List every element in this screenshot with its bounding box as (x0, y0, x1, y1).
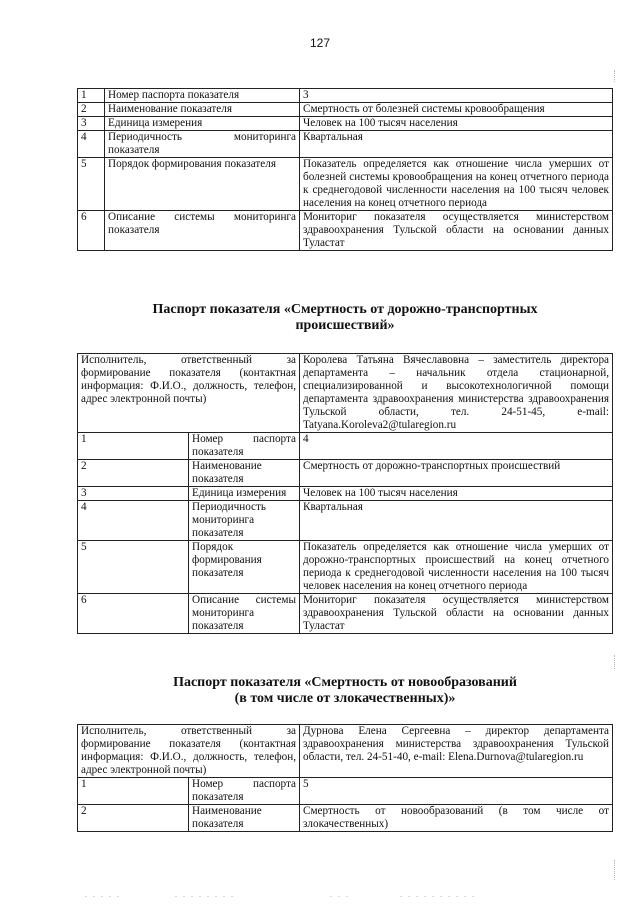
section-title-line: происшествий» (295, 318, 395, 333)
row-number: 4 (78, 131, 105, 158)
scan-artifact (614, 655, 615, 669)
row-value: Смертность от дорожно-транспортных происшествий (300, 460, 613, 487)
row-number: 4 (78, 501, 189, 541)
row-value: Показатель определяется как отношение числа умерших от болезней системы кровообращения на конец отчетного периода к среднегодовой численности населения на 100 тысяч человек населения на конец отчетного периода (300, 158, 613, 211)
scan-artifact: . . . . . (85, 890, 121, 899)
row-label: Наименование показателя (189, 805, 300, 832)
row-label: Периодичность мониторинга показателя (105, 131, 300, 158)
row-value: Мониториг показателя осуществляется министерством здравоохранения Тульской области на основании данных Туластат (300, 594, 613, 634)
row-label: Номер паспорта показателя (189, 778, 300, 805)
scan-artifact (614, 70, 615, 82)
section-title-line: (в том числе от злокачественных)» (234, 691, 456, 706)
row-label: Периодичность мониторинга показателя (189, 501, 300, 541)
section-title-neoplasms (77, 675, 613, 707)
table-row (78, 541, 613, 594)
scan-artifact: . . . (330, 890, 350, 899)
row-number: 6 (78, 211, 105, 251)
row-label: Описание системы мониторинга показателя (105, 211, 300, 251)
executor-label: Исполнитель, ответственный за формирование показателя (контактная информация: Ф.И.О., должность, телефон, адрес электронной почты) (78, 354, 300, 433)
row-number: 1 (78, 778, 189, 805)
row-label: Номер паспорта показателя (105, 89, 300, 103)
section-title-road-traffic (77, 302, 613, 334)
row-label: Наименование показателя (105, 103, 300, 117)
table-row (78, 433, 613, 460)
table-row (78, 805, 613, 832)
executor-row (78, 725, 613, 778)
row-value: Мониториг показателя осуществляется министерством здравоохранения Тульской области на основании данных Туластат (300, 211, 613, 251)
row-number: 1 (78, 433, 189, 460)
table-row (78, 131, 613, 158)
row-value: Показатель определяется как отношение числа умерших от дорожно-транспортных происшествий на конец отчетного периода к среднегодовой численности населения на 100 тысяч человек населения на конец отчетного периода (300, 541, 613, 594)
table-row (78, 778, 613, 805)
row-value: Смертность от болезней системы кровообращения (300, 103, 613, 117)
row-value: 3 (300, 89, 613, 103)
row-number: 2 (78, 460, 189, 487)
table-row (78, 117, 613, 131)
row-number: 6 (78, 594, 189, 634)
row-value: Смертность от новообразований (в том числе от злокачественных) (300, 805, 613, 832)
row-number: 3 (78, 487, 189, 501)
row-label: Единица измерения (105, 117, 300, 131)
row-label: Наименование показателя (189, 460, 300, 487)
table-row (78, 460, 613, 487)
passport-table-mortality-neoplasms (77, 724, 613, 832)
row-value: Человек на 100 тысяч населения (300, 117, 613, 131)
row-label: Порядок формирования показателя (105, 158, 300, 211)
row-label: Номер паспорта показателя (189, 433, 300, 460)
section-title-line: Паспорт показателя «Смертность от дорожно-транспортных (152, 302, 538, 317)
row-label: Порядок формирования показателя (189, 541, 300, 594)
section-title-line: Паспорт показателя «Смертность от новообразований (173, 675, 517, 690)
passport-table-mortality-road-traffic (77, 353, 613, 634)
table-row (78, 211, 613, 251)
table-row (78, 594, 613, 634)
page-number: 127 (309, 36, 331, 50)
row-label: Описание системы мониторинга показателя (189, 594, 300, 634)
table-row (78, 501, 613, 541)
passport-table-mortality-circulatory (77, 88, 613, 251)
row-number: 5 (78, 541, 189, 594)
executor-row (78, 354, 613, 433)
executor-label: Исполнитель, ответственный за формирование показателя (контактная информация: Ф.И.О., должность, телефон, адрес электронной почты) (78, 725, 300, 778)
row-number: 1 (78, 89, 105, 103)
row-number: 3 (78, 117, 105, 131)
row-value: Человек на 100 тысяч населения (300, 487, 613, 501)
table-row (78, 103, 613, 117)
row-value: 4 (300, 433, 613, 460)
table-row (78, 487, 613, 501)
row-value: Квартальная (300, 131, 613, 158)
row-value: 5 (300, 778, 613, 805)
executor-value: Дурнова Елена Сергеевна – директор департамента здравоохранения министерства здравоохранения Тульской области, тел. 24-51-40, e-mail: Elena.Durnova@tularegion.ru (300, 725, 613, 778)
executor-value: Королева Татьяна Вячеславовна – заместитель директора департамента – начальник отдела стационарной, специализированной и высокотехнологичной помощи департамента здравоохранения министерства здравоохранения Тульской области, тел. 24-51-45, e-mail: Tatyana.Koroleva2@tularegion.ru (300, 354, 613, 433)
table-row (78, 158, 613, 211)
scan-artifact: . . . . . . . . (175, 890, 235, 899)
scan-artifact: . . . . . . . . . . (400, 890, 476, 899)
row-number: 2 (78, 805, 189, 832)
scan-artifact (614, 860, 615, 880)
row-number: 5 (78, 158, 105, 211)
row-number: 2 (78, 103, 105, 117)
row-value: Квартальная (300, 501, 613, 541)
row-label: Единица измерения (189, 487, 300, 501)
table-row (78, 89, 613, 103)
